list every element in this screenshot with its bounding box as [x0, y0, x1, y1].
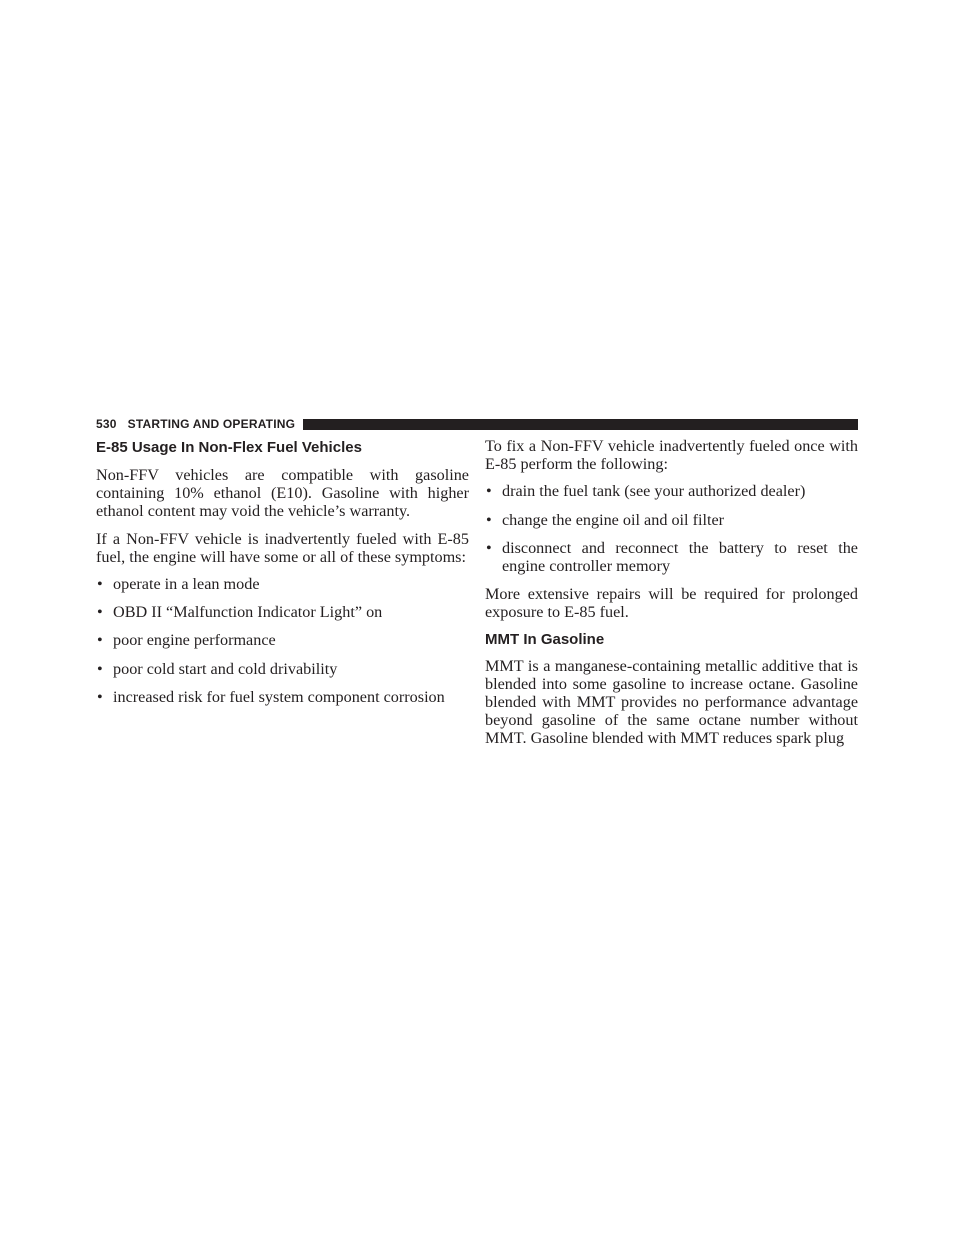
list-item — [485, 482, 858, 500]
header-rule-bar — [303, 419, 858, 430]
paragraph-compatibility: Non-FFV vehicles are compatible with gasoline containing 10% ethanol (E10). Gasoline with higher ethanol content may void the vehicle’s warranty. — [96, 466, 469, 521]
list-item — [96, 603, 469, 621]
list-item — [96, 660, 469, 678]
list-item-text: change the engine oil and oil filter — [502, 510, 725, 529]
heading-mmt-in-gasoline: MMT In Gasoline — [485, 630, 605, 648]
paragraph-fix-intro: To fix a Non-FFV vehicle inadvertently fueled once with E-85 perform the following: — [485, 437, 858, 474]
paragraph-repairs-note: More extensive repairs will be required for prolonged exposure to E-85 fuel. — [485, 585, 858, 622]
bullet-icon: • — [97, 575, 103, 594]
list-item — [96, 575, 469, 593]
right-column — [485, 437, 858, 757]
section-title: STARTING AND OPERATING — [127, 417, 296, 431]
left-column — [96, 437, 469, 716]
list-item-text: poor engine performance — [113, 631, 276, 650]
fix-steps-list — [485, 482, 858, 575]
list-item — [96, 688, 469, 706]
bullet-icon: • — [486, 510, 492, 529]
list-item-text: disconnect and reconnect the battery to reset the engine controller memory — [502, 538, 858, 576]
list-item — [485, 511, 858, 529]
bullet-icon: • — [486, 538, 492, 557]
list-item-text: drain the fuel tank (see your authorized dealer) — [502, 482, 806, 501]
symptoms-list — [96, 575, 469, 706]
paragraph-symptoms-intro: If a Non-FFV vehicle is inadvertently fueled with E-85 fuel, the engine will have some or all of these symptoms: — [96, 529, 469, 566]
bullet-icon: • — [97, 631, 103, 650]
list-item-text: poor cold start and cold drivability — [113, 659, 338, 678]
heading-e85-usage: E-85 Usage In Non-Flex Fuel Vehicles — [96, 439, 362, 456]
bullet-icon: • — [486, 482, 492, 501]
list-item-text: increased risk for fuel system component corrosion — [113, 687, 445, 706]
page-header — [96, 417, 858, 431]
page-number: 530 — [96, 417, 117, 431]
paragraph-mmt: MMT is a manganese-containing metallic additive that is blended into some gasoline to increase octane. Gasoline blended with MMT provides no performance advantage beyond gasoline of the same octane number without MMT. Gasoline blended with MMT reduces spark plug — [485, 656, 858, 748]
list-item — [96, 631, 469, 649]
list-item — [485, 539, 858, 575]
list-item-text: OBD II “Malfunction Indicator Light” on — [113, 603, 383, 622]
bullet-icon: • — [97, 659, 103, 678]
bullet-icon: • — [97, 687, 103, 706]
bullet-icon: • — [97, 603, 103, 622]
list-item-text: operate in a lean mode — [113, 575, 260, 594]
